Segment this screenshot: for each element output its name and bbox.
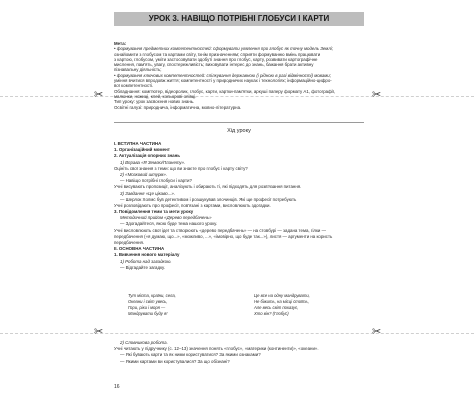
body-text: Учні висловлюють свої ідеї та створюють «дерево передбачень» — на стовбурі — задана тема, гілки —: [114, 227, 326, 233]
body-text: передбачення («я думаю, що...», «можливо, ...», «імовірно, що буде так...»), листя — аргументи на користь: [114, 233, 333, 239]
poem-line: Тут міста, країни, села,: [128, 293, 176, 298]
poem-line: Хто він? (Глобус): [254, 311, 289, 316]
body-text: Учні розповідають про професії, пов'язані з картами, висловлюють здогадки.: [114, 202, 271, 208]
page-number: 16: [114, 384, 120, 390]
meta-line: з картою, глобусом, уміти застосовувати здобуті знання про глобус, карту, розвивати картографічне: [114, 56, 318, 62]
poem-line: Не біжить, на місці стоїть,: [254, 299, 309, 304]
scissors-icon: ✂: [372, 89, 382, 101]
meta-line: вої компетентності.: [114, 83, 154, 89]
meta-line: Тип уроку: урок засвоєння нових знань.: [114, 99, 195, 105]
poem-column-right: [254, 293, 364, 317]
body-text: — Навіщо потрібні глобуси і карти?: [120, 178, 192, 184]
cut-line-bottom: [0, 333, 474, 334]
lesson-body: [114, 141, 364, 271]
scissors-icon: ✂: [94, 326, 104, 338]
activity-item: 1) Робота над загадкою.: [120, 258, 172, 264]
scissors-icon: ✂: [94, 89, 104, 101]
step-heading: 3. Повідомлення теми та мети уроку: [114, 209, 194, 215]
activity-item: 3) Завдання «Це цікаво...».: [120, 190, 176, 196]
lesson-tail: [114, 340, 364, 365]
activity-item: 2) «Мозковий штурм».: [120, 171, 168, 177]
meta-line: • формування предметних компетентностей: сформувати уявлення про глобус як точну модель Землі;: [114, 46, 333, 52]
body-text: — Якими картами ви користувалися? За що обізнані?: [120, 358, 230, 364]
step-heading: 1. Організаційний момент: [114, 147, 170, 153]
body-text: Оцініть свої знання з теми: що ви знаєте про глобус і карту світу?: [114, 165, 248, 171]
activity-item: 1) Вправа «Я Землю/Планету».: [120, 159, 186, 165]
course-title: Хід уроку: [227, 128, 251, 134]
section-heading: I. ВСТУПНА ЧАСТИНА: [114, 141, 162, 146]
body-text: Учні висувають пропозиції, аналізують і обирають ті, які підходять для розв'язання питання.: [114, 184, 302, 190]
poem-line: Це все на одну мандрувати,: [254, 293, 310, 298]
body-text: — Здогадайтеся, якою буде тема нашого уроку.: [120, 221, 218, 227]
poem-line: Але весь світ показує,: [254, 305, 299, 310]
body-text: передбачення.: [114, 240, 145, 245]
lesson-title: УРОК 3. НАВІЩО ПОТРІБНІ ГЛОБУСИ І КАРТИ: [114, 12, 364, 26]
meta-line: • формування ключових компетентностей: спілкування державною (і рідною в разі відмінності) мовами;: [114, 72, 331, 78]
body-text: — Відгадайте загадку.: [120, 264, 166, 270]
poem-column-left: [128, 293, 238, 317]
poem-line: Гори, ріки і моря —: [128, 305, 166, 310]
meta-line: Обладнання: комп'ютер, відеоролик, глобус, карти, картки-пам'ятки, аркуші паперу формату А1, фотографії,: [114, 88, 336, 94]
activity-item: Методичний прийом «Дерево передбачень»: [120, 215, 212, 221]
section-heading: II. ОСНОВНА ЧАСТИНА: [114, 246, 165, 252]
meta-line: пізнавальну діяльність;: [114, 67, 162, 73]
riddle-poem: [114, 293, 364, 333]
meta-divider: [114, 122, 364, 123]
body-text: — Які бувають карти та як ними користуватися? За якими ознаками?: [120, 352, 261, 358]
scissors-icon: ✂: [372, 326, 382, 338]
meta-line: мислення, пам'ять, увагу, спостережливість; виховувати інтерес до знань, бажання брати активну: [114, 62, 314, 68]
poem-line: Океани і світ увесь,: [128, 299, 168, 304]
body-text: Учні читають у підручнику (с. 12–13) значення понять «глобус», «материки (континенти)», «океани».: [114, 346, 319, 352]
meta-line: Освітні галузі: природнича, інформатична, мовно-літературна.: [114, 104, 242, 110]
lesson-meta: [114, 41, 364, 110]
body-text: — Шерлок Холмс був детективом і розшукував злочинців. Які ще професії потребують: [120, 196, 297, 202]
activity-item: 2) Словникова робота.: [120, 340, 168, 345]
step-heading: 2. Актуалізація опорних знань: [114, 153, 180, 159]
meta-line: уміння вчитися впродовж життя; компетентності у природничих науках і технологіях; інформаційно-цифро-: [114, 78, 332, 84]
meta-line: ознайомити з глобусом та картами світу, їхнім призначенням; сприяти формуванню вмінь працювати: [114, 51, 321, 57]
poem-line: Мандрувати буду я!: [128, 311, 168, 316]
meta-line: Мета:: [114, 41, 127, 46]
meta-line: малюнки, ножиці, клей, кольорові олівці.: [114, 93, 197, 99]
step-heading: 1. Вивчення нового матеріалу: [114, 252, 180, 258]
